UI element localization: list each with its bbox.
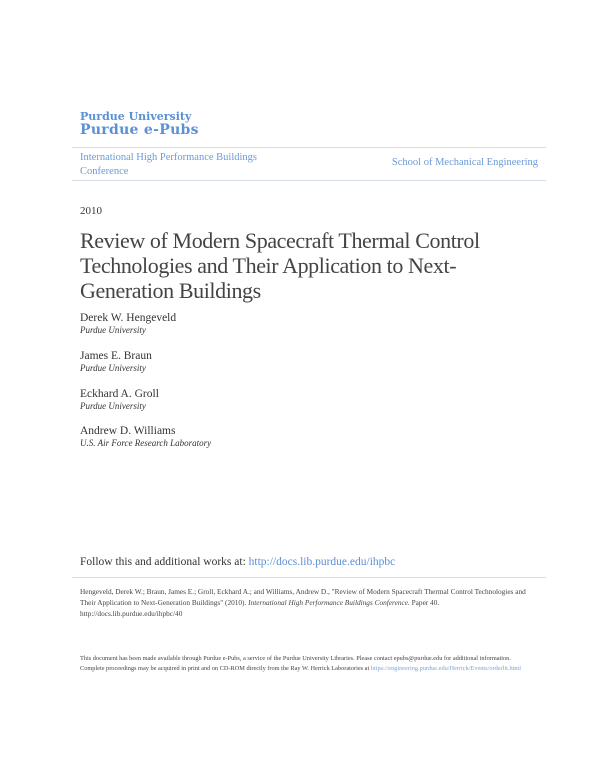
department-link[interactable]: School of Mechanical Engineering: [391, 157, 538, 168]
citation-venue: International High Performance Buildings Conference.: [248, 598, 410, 607]
follow-line: [80, 556, 395, 568]
divider: [72, 180, 546, 181]
author-affiliation: Purdue University: [80, 325, 146, 335]
author-affiliation: Purdue University: [80, 401, 146, 411]
divider: [72, 147, 546, 148]
citation-text: Hengeveld, Derek W.; Braun, James E.; Groll, Eckhard A.; and Williams, Andrew D., "Review of Modern Spacecraft Thermal Control Technologies and Their Application to Next-Generation Buildings" (2010).: [80, 587, 526, 607]
author-3: [80, 388, 159, 411]
author-2: [80, 350, 152, 373]
author-name: Eckhard A. Groll: [80, 388, 159, 400]
series-link[interactable]: International High Performance Buildings Conference: [80, 152, 257, 177]
repository-name[interactable]: Purdue e-Pubs: [80, 122, 199, 138]
citation-paper: Paper 40.: [409, 598, 440, 607]
divider: [72, 577, 546, 578]
follow-link[interactable]: http://docs.lib.purdue.edu/ihpbc: [248, 556, 396, 568]
author-affiliation: Purdue University: [80, 363, 146, 373]
paper-title: Review of Modern Spacecraft Thermal Control Technologies and Their Application to Next-Generation Buildings: [80, 228, 480, 303]
citation-url: http://docs.lib.purdue.edu/ihpbc/40: [80, 609, 183, 618]
institution-name: Purdue University: [80, 110, 192, 123]
author-affiliation: U.S. Air Force Research Laboratory: [80, 438, 212, 448]
proceedings-note: [80, 664, 530, 674]
footer-notes: [80, 654, 530, 674]
author-4: [80, 425, 211, 448]
proceedings-link[interactable]: https://engineering.purdue.edu/Herrick/Events/orderlit.html: [370, 665, 522, 672]
publication-year: 2010: [80, 205, 102, 217]
author-name: James E. Braun: [80, 350, 152, 362]
author-name: Andrew D. Williams: [80, 425, 176, 437]
availability-note: This document has been made available through Purdue e-Pubs, a service of the Purdue University Libraries. Please contact epubs@purdue.edu for additional information.: [80, 655, 511, 662]
follow-text: Follow this and additional works at:: [80, 556, 249, 568]
proceedings-text: Complete proceedings may be acquired in print and on CD-ROM directly from the Ray W. Herrick Laboratories at: [80, 665, 371, 672]
citation: [80, 586, 530, 619]
author-1: [80, 312, 176, 335]
author-name: Derek W. Hengeveld: [80, 312, 177, 324]
